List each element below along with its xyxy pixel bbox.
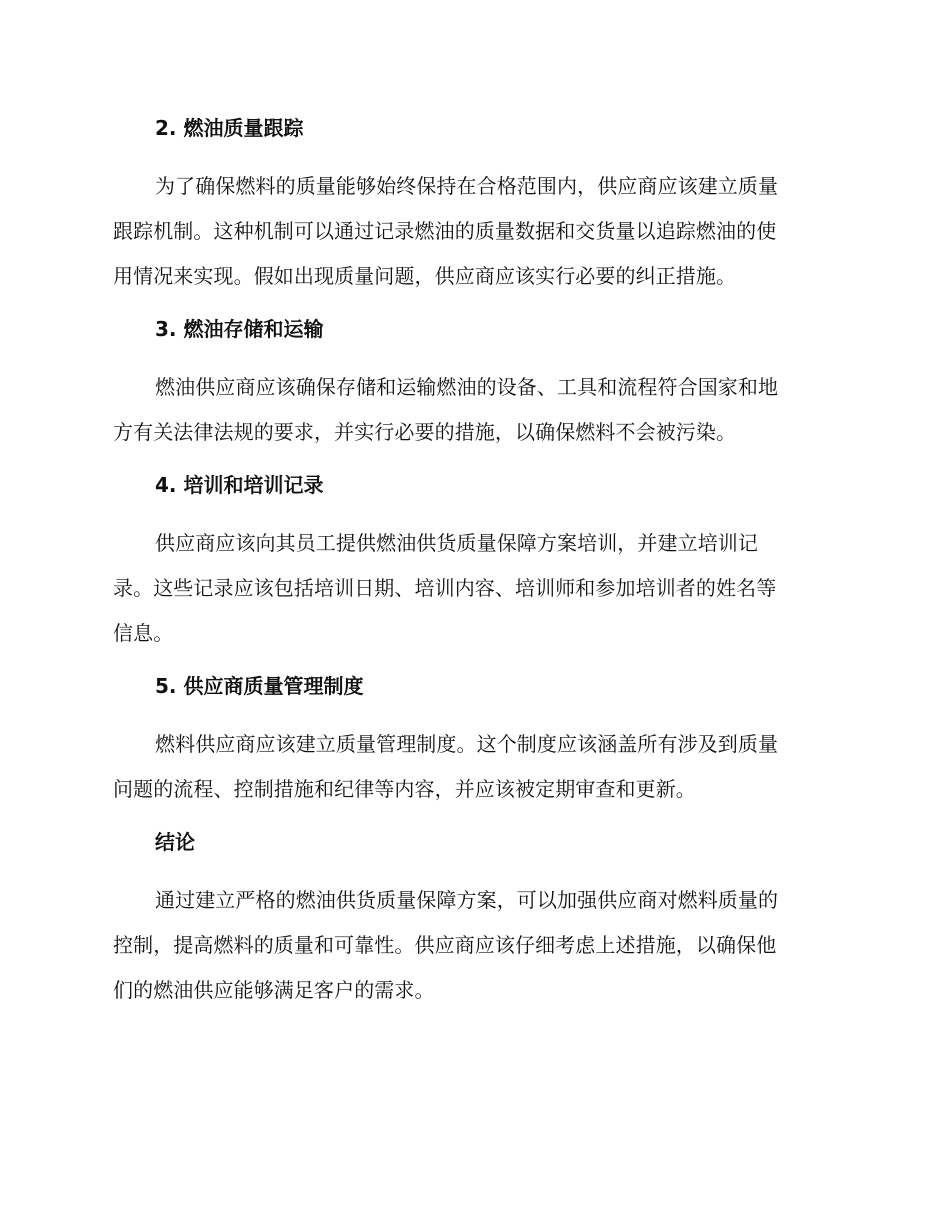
section-fuel-storage-transport <box>113 313 831 455</box>
paragraph-line: 供应商应该向其员工提供燃油供货质量保障方案培训，并建立培训记 <box>155 531 758 555</box>
section-heading: 4. 培训和培训记录 <box>155 473 324 497</box>
section-paragraph <box>113 878 831 1013</box>
paragraph-line: 录。这些记录应该包括培训日期、培训内容、培训师和参加培训者的姓名等 <box>113 576 777 600</box>
section-conclusion <box>113 826 831 1013</box>
paragraph-line: 燃油供应商应该确保存储和运输燃油的设备、工具和流程符合国家和地 <box>155 375 779 399</box>
document-body <box>113 112 831 1027</box>
paragraph-line: 燃料供应商应该建立质量管理制度。这个制度应该涵盖所有涉及到质量 <box>155 732 779 756</box>
section-paragraph <box>113 722 831 812</box>
paragraph-line: 问题的流程、控制措施和纪律等内容，并应该被定期审查和更新。 <box>113 777 696 801</box>
paragraph-line: 信息。 <box>113 621 174 645</box>
section-heading: 5. 供应商质量管理制度 <box>155 674 364 698</box>
section-paragraph <box>113 365 831 455</box>
paragraph-line: 方有关法律法规的要求，并实行必要的措施，以确保燃料不会被污染。 <box>113 420 737 444</box>
section-paragraph <box>113 164 831 299</box>
paragraph-line: 用情况来实现。假如出现质量问题，供应商应该实行必要的纠正措施。 <box>113 264 737 288</box>
paragraph-line: 为了确保燃料的质量能够始终保持在合格范围内，供应商应该建立质量 <box>155 174 779 198</box>
paragraph-line: 跟踪机制。这种机制可以通过记录燃油的质量数据和交货量以追踪燃油的使 <box>113 219 777 243</box>
section-heading: 2. 燃油质量跟踪 <box>155 116 304 140</box>
paragraph-line: 控制，提高燃料的质量和可靠性。供应商应该仔细考虑上述措施，以确保他 <box>113 933 777 957</box>
section-supplier-quality-management <box>113 670 831 812</box>
paragraph-line: 们的燃油供应能够满足客户的需求。 <box>113 978 435 1002</box>
section-fuel-quality-tracking <box>113 112 831 299</box>
paragraph-line: 通过建立严格的燃油供货质量保障方案，可以加强供应商对燃料质量的 <box>155 888 779 912</box>
section-heading: 3. 燃油存储和运输 <box>155 317 324 341</box>
section-paragraph <box>113 521 831 656</box>
section-heading: 结论 <box>155 830 195 854</box>
section-training-records <box>113 469 831 656</box>
